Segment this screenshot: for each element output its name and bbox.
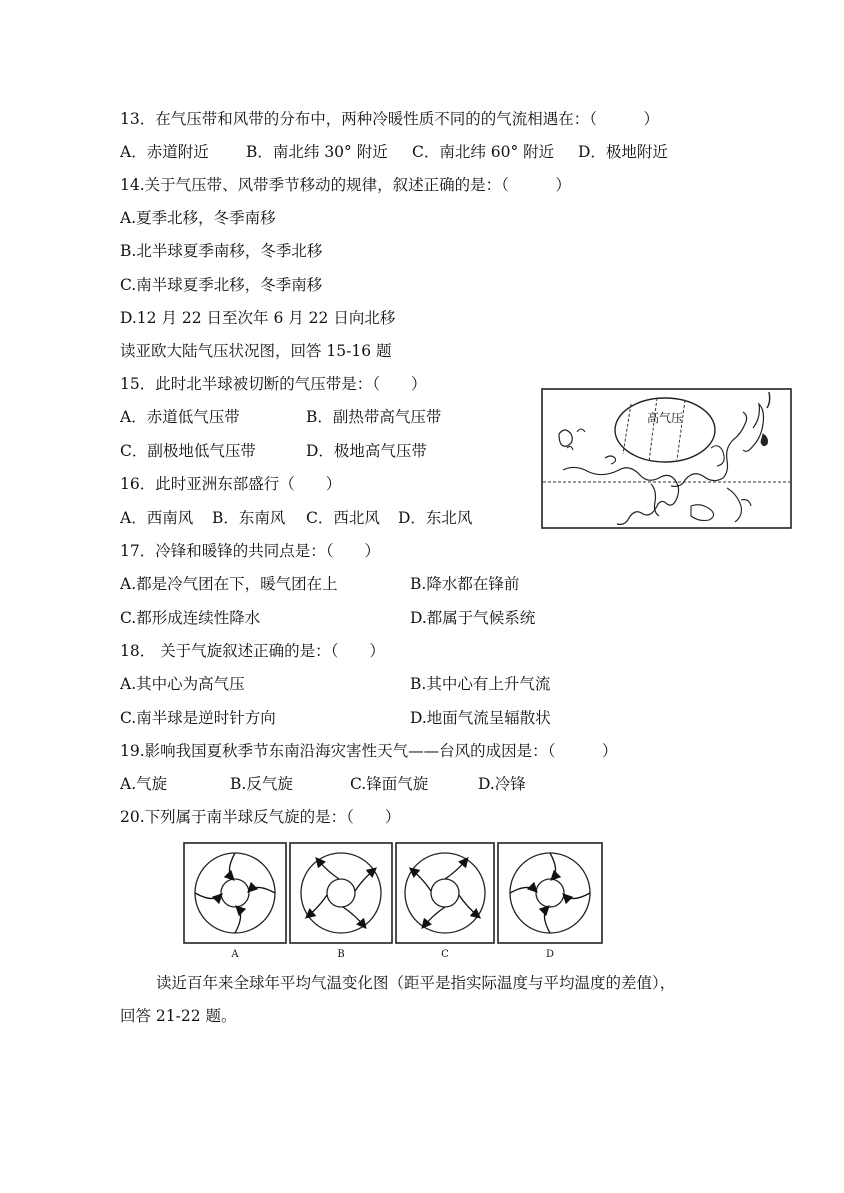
q18-option-c: C.南半球是逆时针方向	[120, 709, 276, 727]
q18-option-d: D.地面气流呈辐散状	[410, 709, 551, 727]
q16-option-a: A．西南风	[120, 509, 194, 527]
q13-option-d: D．极地附近	[578, 143, 668, 161]
q17-option-b: B.降水都在锋前	[410, 575, 520, 593]
q13-stem: 13．在气压带和风带的分布中，两种冷暖性质不同的的气流相遇在：（ ）	[120, 110, 659, 128]
high-pressure-label: 高气压	[646, 411, 684, 425]
label-c: C	[441, 949, 449, 960]
q16-option-b: B．东南风	[212, 509, 286, 527]
panel-d	[498, 843, 602, 943]
q19-option-d: D.冷锋	[478, 775, 526, 793]
panel-c	[396, 843, 494, 943]
q17-option-d: D.都属于气候系统	[410, 609, 536, 627]
q20-stem: 20.下列属于南半球反气旋的是：（ ）	[120, 808, 401, 826]
q13-option-b: B．南北纬 30° 附近	[246, 143, 388, 161]
cyclone-diagrams-graphic	[183, 842, 603, 962]
intro-21-22-line1: 读近百年来全球年平均气温变化图（距平是指实际温度与平均温度的差值），	[156, 974, 676, 992]
q17-option-c: C.都形成连续性降水	[120, 609, 261, 627]
q19-option-a: A.气旋	[120, 775, 168, 793]
label-d: D	[545, 949, 555, 960]
q19-stem: 19.影响我国夏秋季节东南沿海灾害性天气——台风的成因是：（ ）	[120, 742, 618, 760]
q18-option-a: A.其中心为高气压	[120, 675, 245, 693]
q15-option-b: B．副热带高气压带	[306, 408, 442, 426]
q14-option-a: A.夏季北移，冬季南移	[120, 209, 276, 227]
q17-stem: 17．冷锋和暖锋的共同点是：（ ）	[120, 542, 380, 560]
q14-option-b: B.北半球夏季南移，冬季北移	[120, 242, 323, 260]
q16-stem: 16．此时亚洲东部盛行（ ）	[120, 475, 342, 493]
q19-option-c: C.锋面气旋	[350, 775, 429, 793]
eurasia-pressure-map	[541, 388, 792, 529]
q14-option-d: D.12 月 22 日至次年 6 月 22 日向北移	[120, 309, 396, 327]
eurasia-map-graphic	[541, 388, 792, 529]
q15-stem: 15．此时北半球被切断的气压带是：（ ）	[120, 375, 427, 393]
q15-option-a: A．赤道低气压带	[120, 408, 240, 426]
label-b: B	[337, 949, 345, 960]
q19-option-b: B.反气旋	[230, 775, 293, 793]
q18-stem: 18． 关于气旋叙述正确的是：（ ）	[120, 642, 385, 660]
q15-option-c: C．副极地低气压带	[120, 442, 256, 460]
q14-option-c: C.南半球夏季北移，冬季南移	[120, 276, 323, 294]
q16-option-c: C．西北风	[306, 509, 380, 527]
cyclone-diagrams	[183, 842, 603, 962]
q14-stem: 14.关于气压带、风带季节移动的规律，叙述正确的是：（ ）	[120, 176, 571, 194]
panel-b	[290, 843, 392, 943]
q18-option-b: B.其中心有上升气流	[410, 675, 551, 693]
label-a: A	[231, 949, 239, 960]
q16-option-d: D．东北风	[398, 509, 473, 527]
intro-15-16: 读亚欧大陆气压状况图，回答 15-16 题	[120, 342, 392, 360]
q13-option-a: A．赤道附近	[120, 143, 209, 161]
q17-option-a: A.都是冷气团在下，暖气团在上	[120, 575, 338, 593]
intro-21-22-line2: 回答 21-22 题。	[120, 1007, 237, 1025]
q15-option-d: D．极地高气压带	[306, 442, 427, 460]
q13-option-c: C．南北纬 60° 附近	[412, 143, 555, 161]
panel-a	[184, 843, 286, 943]
